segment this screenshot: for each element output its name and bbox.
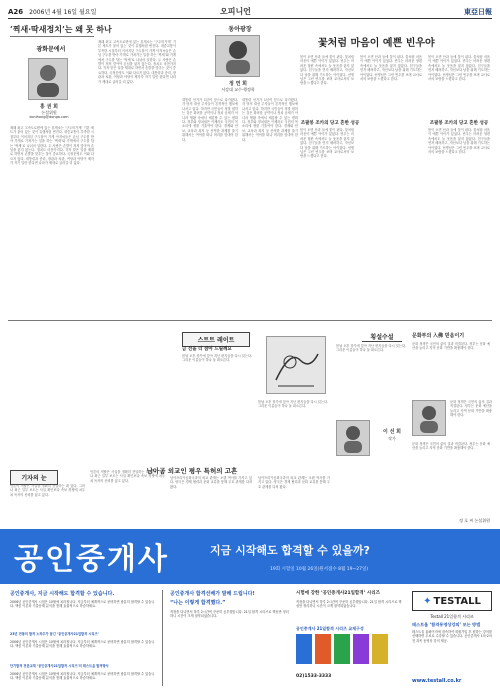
section-divider xyxy=(8,320,492,321)
street-illustration xyxy=(266,336,326,394)
sketch-illustration xyxy=(270,340,322,390)
page-header xyxy=(8,5,492,19)
right-body-1: 봄이 오면 산과 들에 꽃이 핀다. 꽃처럼 마음이 예쁜 아이가 있었다. 빈우는 어려운 형편 속에서도 늘 웃음을 잃지 않았다. 친구들을 먼저 배려하고, 자신보다 남을 위해 기도하는 아이였다. 선생님은 그런 빈우를 보며 교사로서의 보람을 느꼈다고 한다. xyxy=(300,55,354,86)
ad-left-body: 2006년 공인중개사 시험은 10월에 치러집니다. 지금부터 체계적으로 준비하면 충분히 합격할 수 있습니다. 핵심 이론과 기출문제 분석을 통해 효율적으로 학습하세요. xyxy=(10,600,155,609)
lower-left-body-2: 언론의 역할은 사실을 정확히 전달하는 데 있다. 그러나 최근 일부 보도는 사실 확인보다 속보 경쟁에 치우쳐 독자의 신뢰를 잃고 있다. xyxy=(90,470,165,483)
portrait-icon xyxy=(417,403,441,433)
author-name: 홍 권 희 xyxy=(40,104,58,110)
street-body-2: 봄날 오후 창가에 앉아 지난 편지들을 다시 읽는다. 그리운 이름들이 하나 둘 떠오른다. xyxy=(258,400,328,409)
ad-right-head: 테스트올 ‘합격동영상강의’ 보는 방법 xyxy=(412,622,481,627)
ad-mid-head: 공인중개사 합격선배가 말해 드립니다! xyxy=(170,591,255,597)
lower-left-title: 기자의 눈 xyxy=(10,470,58,485)
right-lower-body-2: 문화 정책은 국민의 삶의 질과 직결된다. 정부는 문화 예산을 늘리고 지역 문화 기반을 확충해야 한다. xyxy=(450,400,492,418)
book-cover-5 xyxy=(372,634,388,664)
portrait-icon xyxy=(221,38,255,74)
right-body-5: 봄이 오면 산과 들에 꽃이 핀다. 꽃처럼 마음이 예쁜 아이가 있었다. 빈우는 어려운 형편 속에서도 늘 웃음을 잃지 않았다. 친구들을 먼저 배려하고, 자신보다 남을 위해 기도하는 아이였다. 선생님은 그런 빈우를 보며 교사로서의 보람을 느꼈다고 한다. xyxy=(428,128,490,155)
street-box-title: 스트트 레이트 xyxy=(182,332,250,347)
ad-divider xyxy=(162,590,163,686)
right-subhead: 조팔봉 조카의 당고 흔한 성공 xyxy=(300,121,360,126)
mid-column-body: 대통령 선거가 1년여 앞으로 다가왔다. 각 당의 대선 주자들이 본격적인 행보에 나서고 있다. 하지만 국민들이 정말 원하는 것은 화려한 공약이나 정치 공세가 아니라 생활 속에서 체감할 수 있는 변화다. 정부와 정치권은 이제라도 국민의 목소리에 귀를 기울여야 한다. 경제와 안보, 교육과 복지 등 산적한 과제를 풀기 위해서는 여야를 떠나 머리를 맞대야 한다. xyxy=(182,98,238,142)
lower-mid-title: 남아공 외교인 평우 특허의 고흔 xyxy=(146,467,238,475)
mid-author-name: 정 연 희 xyxy=(229,81,247,87)
book-cover-2 xyxy=(315,634,331,664)
ad-right-body: 테스트올 홈페이지에 접속하여 회원가입 후 원하는 강의를 선택하면 무료로 수강할 수 있습니다. 공인중개사 1차·2차 전 과목 동영상 강의 제공. xyxy=(412,630,492,643)
street-body-3: 봄날 오후 창가에 앉아 지난 편지들을 다시 읽는다. 그리운 이름들이 하나 둘 떠오른다. xyxy=(336,344,406,353)
right-body-3: 봄이 오면 산과 들에 꽃이 핀다. 꽃처럼 마음이 예쁜 아이가 있었다. 빈우는 어려운 형편 속에서도 늘 웃음을 잃지 않았다. 친구들을 먼저 배려하고, 자신보다 남을 위해 기도하는 아이였다. 선생님은 그런 빈우를 보며 교사로서의 보람을 느꼈다고 한다. xyxy=(428,55,490,82)
author-email: konihong@donga.com xyxy=(29,115,69,119)
ad-tagline: 지금 시작해도 합격할 수 있을까? xyxy=(210,544,370,557)
ad-book-desc: 직장을 다니면서 하루 2시간씩 꾸준히 공부했습니다. 21일 합격 시리즈로 핵심만 정리하니 시간이 크게 절약되었습니다. xyxy=(296,600,402,609)
mid-author-title: 서강대 교수·행정학 xyxy=(221,87,255,92)
ad-left-item-2: 단기합격 전문교재 ‘공인중개사21일합격 시리즈’의 테스트올 합격방식 xyxy=(10,664,109,668)
book-cover-3 xyxy=(334,634,350,664)
street-author-title: 작가 xyxy=(388,436,396,441)
right-lower-body: 문화 정책은 국민의 삶의 질과 직결된다. 정부는 문화 예산을 늘리고 지역 문화 기반을 확충해야 한다. xyxy=(412,342,490,351)
lower-left-body: 언론의 역할은 사실을 정확히 전달하는 데 있다. 그러나 최근 일부 보도는 사실 확인보다 속보 경쟁에 치우쳐 독자의 신뢰를 잃고 있다. xyxy=(10,484,85,497)
mid-author-photo xyxy=(215,35,260,77)
newspaper-brand: 東亞日報 xyxy=(464,7,492,16)
ad-book-label: 공인중개사 21일합격 시리즈 교재구성 xyxy=(296,626,364,631)
street-author-name: 이 선 희 xyxy=(383,429,401,435)
ad-left-body-2: 2006년 공인중개사 시험은 10월에 치러집니다. 지금부터 체계적으로 준비하면 충분히 합격할 수 있습니다. 핵심 이론과 기출문제 분석을 통해 효율적으로 학습하세요. xyxy=(10,640,155,649)
left-column-body-cont: 재래 최고 고속도로변에 있는 휴게소는 ‘구두미가게’ 기본 세트가 붙어 있는 것이 유행처럼 번진다. 대중교통이 부족한 시절부터 이어지던 구두닦이 가게 아저씨들은 손님 구두를 받아 가게로 가져가는 일을 하는 ‘찍새’와 가게에서 구두를 닦는 ‘딱새’로 나뉘어 일한다. 두 사람은 손발이 척척 맞아야 손님을 잃지 않는다. 정치도 마찬가지다. 각자 맡은 일을 제대로 하면서 손발을 맞추는 것이 중요하다. 국정운영도 이와 다르지 않다. 대통령과 총리, 장관과 차관, 여당과 야당이 제각각 자기 일만 한다면 나라가 제대로 굴러갈 리 없다. xyxy=(98,40,176,84)
right-lower-author: 정 호 씨 논설위원 xyxy=(459,518,490,523)
street-body: 봄날 오후 창가에 앉아 지난 편지들을 다시 읽는다. 그리운 이름들이 하나 둘 떠오른다. xyxy=(182,354,252,363)
street-label: 금 선을 더 참아 드릴께요 xyxy=(182,347,232,352)
right-lower-photo xyxy=(412,400,446,436)
ad-left-item-1: 23년 전통의 합격 노하우가 담긴 ‘공인중개사21일합격 시리즈’ xyxy=(10,632,99,636)
street-author-photo xyxy=(336,420,370,456)
ad-headline: 공인중개사 xyxy=(14,542,169,577)
right-body-2: 봄이 오면 산과 들에 꽃이 핀다. 꽃처럼 마음이 예쁜 아이가 있었다. 빈우는 어려운 형편 속에서도 늘 웃음을 잃지 않았다. 친구들을 먼저 배려하고, 자신보다 남을 위해 기도하는 아이였다. 선생님은 그런 빈우를 보며 교사로서의 보람을 느꼈다고 한다. xyxy=(360,55,422,82)
ad-subline: 19회 시험일 10월 26일(원서접수 8월 19~27일) xyxy=(270,567,369,572)
ad-phone[interactable]: 02)1533-3333 xyxy=(296,674,332,679)
ad-book-head: 시험에 강한 ‘공인중개사21일합격’ 시리즈 xyxy=(296,591,380,596)
mid-column-body-2: 대통령 선거가 1년여 앞으로 다가왔다. 각 당의 대선 주자들이 본격적인 행보에 나서고 있다. 하지만 국민들이 정말 원하는 것은 화려한 공약이나 정치 공세가 아니라 생활 속에서 체감할 수 있는 변화다. 정부와 정치권은 이제라도 국민의 목소리에 귀를 기울여야 한다. 경제와 안보, 교육과 복지 등 산적한 과제를 풀기 위해서는 여야를 떠나 머리를 맞대야 한다. xyxy=(242,98,298,142)
portrait-icon xyxy=(33,61,63,97)
ad-mid-body: 직장을 다니면서 하루 2시간씩 꾸준히 공부했습니다. 21일 합격 시리즈로 핵심만 정리하니 시간이 크게 절약되었습니다. xyxy=(170,610,289,619)
right-subhead-2: 조팔봉 조카의 당고 흔한 성공 xyxy=(429,121,489,126)
lower-mid-body: 남아프리카공화국과의 외교 관계는 오랜 역사를 가지고 있다. 양국은 경제 협력과 문화 교류를 통해 우호 관계를 다져 왔다. xyxy=(170,476,252,489)
left-column-title: ‘찍새·딱새정치’는 왜 못 하나 xyxy=(10,24,112,34)
testall-logo[interactable] xyxy=(412,591,492,611)
ad-left-head: 공인중개사, 지금 시작해도 합격할 수 있습니다. xyxy=(10,591,115,597)
section-title: 오피니언 xyxy=(220,7,251,16)
issue-date: 2006년 4월 16일 월요일 xyxy=(29,9,97,16)
book-cover-4 xyxy=(353,634,369,664)
right-lower-subtitle: 문화부의 入佛 믿음이기 xyxy=(412,333,465,339)
mid-column-name: 동아광장 xyxy=(228,26,252,33)
divider xyxy=(10,36,94,37)
right-body-4: 봄이 오면 산과 들에 꽃이 핀다. 꽃처럼 마음이 예쁜 아이가 있었다. 빈우는 어려운 형편 속에서도 늘 웃음을 잃지 않았다. 친구들을 먼저 배려하고, 자신보다 남을 위해 기도하는 아이였다. 선생님은 그런 빈우를 보며 교사로서의 보람을 느꼈다고 한다. xyxy=(300,128,354,159)
left-column-name: 광화문에서 xyxy=(36,46,66,53)
testall-sub: Testall 21일합격 시리즈 xyxy=(430,614,474,619)
right-lower-title: 횡설수설 xyxy=(362,332,402,342)
ad-mid-sub: “나는 이렇게 합격했다.” xyxy=(170,600,226,606)
ad-book-row xyxy=(296,634,404,668)
ad-left-body-3: 2006년 공인중개사 시험은 10월에 치러집니다. 지금부터 체계적으로 준비하면 충분히 합격할 수 있습니다. 핵심 이론과 기출문제 분석을 통해 효율적으로 학습하세요. xyxy=(10,672,155,681)
author-title: 논설위원 xyxy=(41,110,57,115)
book-cover-1 xyxy=(296,634,312,664)
page-number: A26 xyxy=(8,7,24,16)
author-photo xyxy=(28,58,68,100)
testall-brand: TESTALL xyxy=(433,595,481,607)
right-lower-body-3: 문화 정책은 국민의 삶의 질과 직결된다. 정부는 문화 예산을 늘리고 지역 문화 기반을 확충해야 한다. xyxy=(412,442,490,451)
right-column-title: 꽃처럼 마음이 예쁜 빈우야 xyxy=(318,38,435,49)
ad-url-link[interactable]: www.testall.co.kr xyxy=(412,678,462,684)
star-icon: ✦ xyxy=(423,595,432,607)
left-column-body: 재래 최고 고속도로변에 있는 휴게소는 ‘구두미가게’ 기본 세트가 붙어 있는 것이 유행처럼 번진다. 대중교통이 부족한 시절부터 이어지던 구두닦이 가게 아저씨들은 손님 구두를 받아 가게로 가져가는 일을 하는 ‘찍새’와 가게에서 구두를 닦는 ‘딱새’로 나뉘어 일한다. 두 사람은 손발이 척척 맞아야 손님을 잃지 않는다. 정치도 마찬가지다. 각자 맡은 일을 제대로 하면서 손발을 맞추는 것이 중요하다. 국정운영도 이와 다르지 않다. 대통령과 총리, 장관과 차관, 여당과 야당이 제각각 자기 일만 한다면 나라가 제대로 굴러갈 리 없다. xyxy=(10,126,94,166)
lower-mid-body-2: 남아프리카공화국과의 외교 관계는 오랜 역사를 가지고 있다. 양국은 경제 협력과 문화 교류를 통해 우호 관계를 다져 왔다. xyxy=(258,476,330,489)
portrait-icon xyxy=(341,423,365,453)
